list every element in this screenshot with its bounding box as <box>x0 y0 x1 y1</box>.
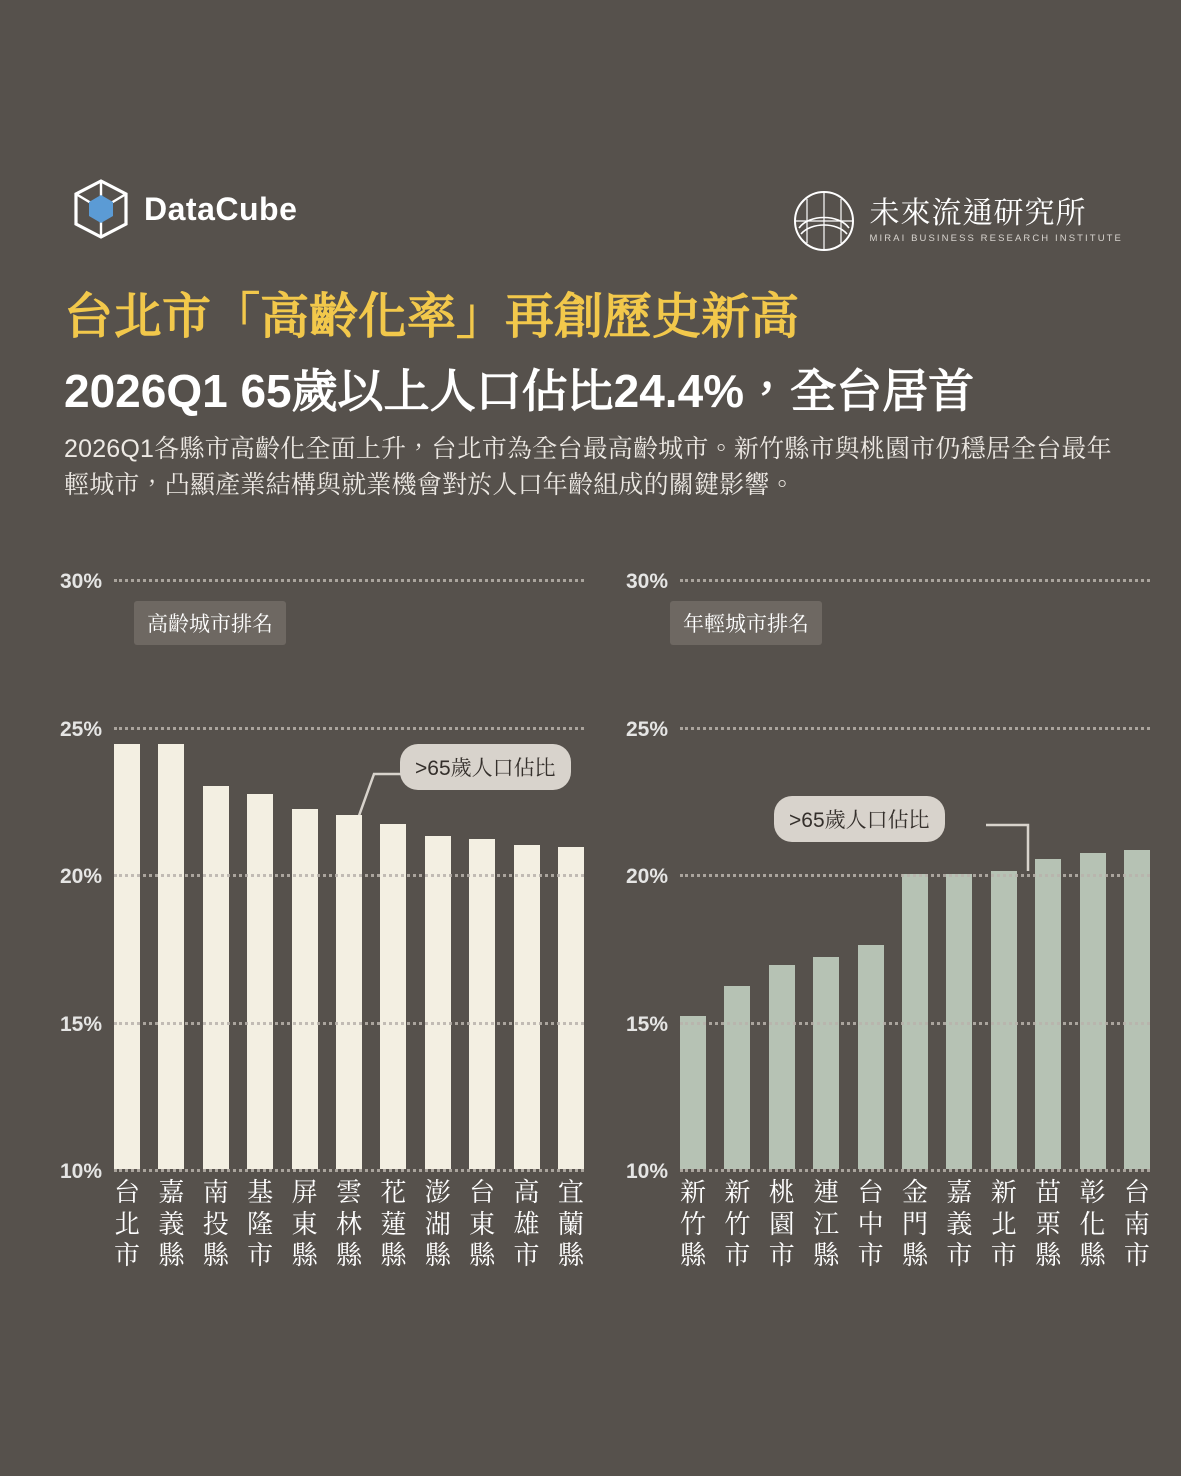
datacube-logo <box>72 178 297 240</box>
gridline <box>59 865 584 888</box>
mirai-circle-icon <box>793 190 855 252</box>
x-axis-label: 台 北 市 <box>114 1177 141 1271</box>
x-axis-label: 屏 東 縣 <box>291 1177 318 1271</box>
x-axis-label: 彰 化 縣 <box>1079 1177 1106 1271</box>
x-axis-label: 新 竹 市 <box>724 1177 751 1271</box>
bar[interactable] <box>991 871 1017 1169</box>
gridline <box>625 1012 1150 1036</box>
y-axis-tick: 15% <box>625 1012 668 1036</box>
x-axis-label: 宜 蘭 縣 <box>557 1177 584 1271</box>
bar[interactable] <box>292 809 318 1169</box>
y-axis-tick: 20% <box>59 865 102 888</box>
datacube-logo-text: DataCube <box>144 190 298 227</box>
bar[interactable] <box>858 945 884 1169</box>
y-axis-tick: 15% <box>59 1012 102 1036</box>
headline-subtitle: 2026Q1各縣市高齡化全面上升，台北市為全台最高齡城市。新竹縣市與桃園市仍穩居全台最年輕城市，凸顯產業結構與就業機會對於人口年齡組成的關鍵影響。 <box>64 435 1112 499</box>
x-axis-label: 台 南 市 <box>1123 1177 1150 1271</box>
bar[interactable] <box>1124 850 1150 1169</box>
y-axis-tick: 10% <box>59 1160 102 1183</box>
y-axis-tick: 30% <box>625 570 668 593</box>
gridline <box>625 717 1150 741</box>
gridline <box>625 570 1150 593</box>
bar[interactable] <box>724 986 750 1169</box>
x-axis-labels-right <box>680 1177 1150 1272</box>
y-axis-tick: 20% <box>625 865 668 888</box>
bar[interactable] <box>203 786 229 1170</box>
bar[interactable] <box>680 1016 706 1169</box>
plot-area-right <box>625 570 1150 1183</box>
bar[interactable] <box>114 744 140 1169</box>
bar[interactable] <box>1080 853 1106 1169</box>
chart-young-city-ranking <box>600 565 1160 1305</box>
x-axis-label: 澎 湖 縣 <box>424 1177 451 1271</box>
x-axis-label: 嘉 義 縣 <box>158 1177 185 1271</box>
y-axis-tick: 25% <box>59 717 102 741</box>
gridline <box>59 570 584 593</box>
bar[interactable] <box>336 815 362 1169</box>
x-axis-labels-left <box>114 1177 584 1272</box>
x-axis-label: 連 江 縣 <box>813 1177 840 1271</box>
x-axis-label: 桃 園 市 <box>768 1177 795 1271</box>
y-axis-tick: 25% <box>625 717 668 741</box>
plot-area-left <box>59 570 584 1183</box>
header <box>0 0 1181 270</box>
bar[interactable] <box>469 839 495 1169</box>
bar[interactable] <box>247 794 273 1169</box>
bar[interactable] <box>558 847 584 1169</box>
chart-title-badge-right: 年輕城市排名 <box>670 601 822 645</box>
x-axis-label: 嘉 義 市 <box>946 1177 973 1271</box>
x-axis-label: 台 中 市 <box>857 1177 884 1271</box>
mirai-logo-text-en: MIRAI BUSINESS RESEARCH INSTITUTE <box>869 232 1123 244</box>
bar[interactable] <box>769 965 795 1169</box>
chart-title-badge-left: 高齡城市排名 <box>134 601 286 645</box>
x-axis-label: 基 隆 市 <box>247 1177 274 1271</box>
x-axis-label: 高 雄 市 <box>513 1177 540 1271</box>
y-axis-tick: 10% <box>625 1160 668 1183</box>
bar[interactable] <box>158 744 184 1169</box>
gridline <box>59 1012 584 1036</box>
bar[interactable] <box>514 845 540 1170</box>
headline-main: 2026Q1 65歲以上人口佔比24.4%，全台居首 <box>64 365 975 417</box>
headline-highlight: 台北市「高齡化率」再創歷史新高 <box>64 290 800 344</box>
x-axis-label: 新 竹 縣 <box>680 1177 707 1271</box>
x-axis-label: 金 門 縣 <box>901 1177 928 1271</box>
gridline <box>59 717 584 741</box>
cube-icon <box>72 178 130 240</box>
y-axis-tick: 30% <box>59 570 102 593</box>
bar[interactable] <box>425 836 451 1169</box>
x-axis-label: 苗 栗 縣 <box>1035 1177 1062 1271</box>
mirai-logo <box>793 190 1123 252</box>
mirai-logo-text-cn: 未來流通研究所 <box>869 197 1087 231</box>
gridline <box>59 1160 584 1183</box>
x-axis-label: 新 北 市 <box>990 1177 1017 1271</box>
gridline <box>625 1160 1150 1183</box>
series-callout-right: >65歲人口佔比 <box>774 796 945 842</box>
bar[interactable] <box>813 957 839 1169</box>
chart-aged-city-ranking <box>34 565 594 1305</box>
gridline <box>625 865 1150 888</box>
x-axis-label: 雲 林 縣 <box>335 1177 362 1271</box>
x-axis-label: 南 投 縣 <box>202 1177 229 1271</box>
x-axis-label: 台 東 縣 <box>469 1177 496 1271</box>
bar[interactable] <box>1035 859 1061 1169</box>
series-callout-left: >65歲人口佔比 <box>400 744 571 790</box>
x-axis-label: 花 蓮 縣 <box>380 1177 407 1271</box>
